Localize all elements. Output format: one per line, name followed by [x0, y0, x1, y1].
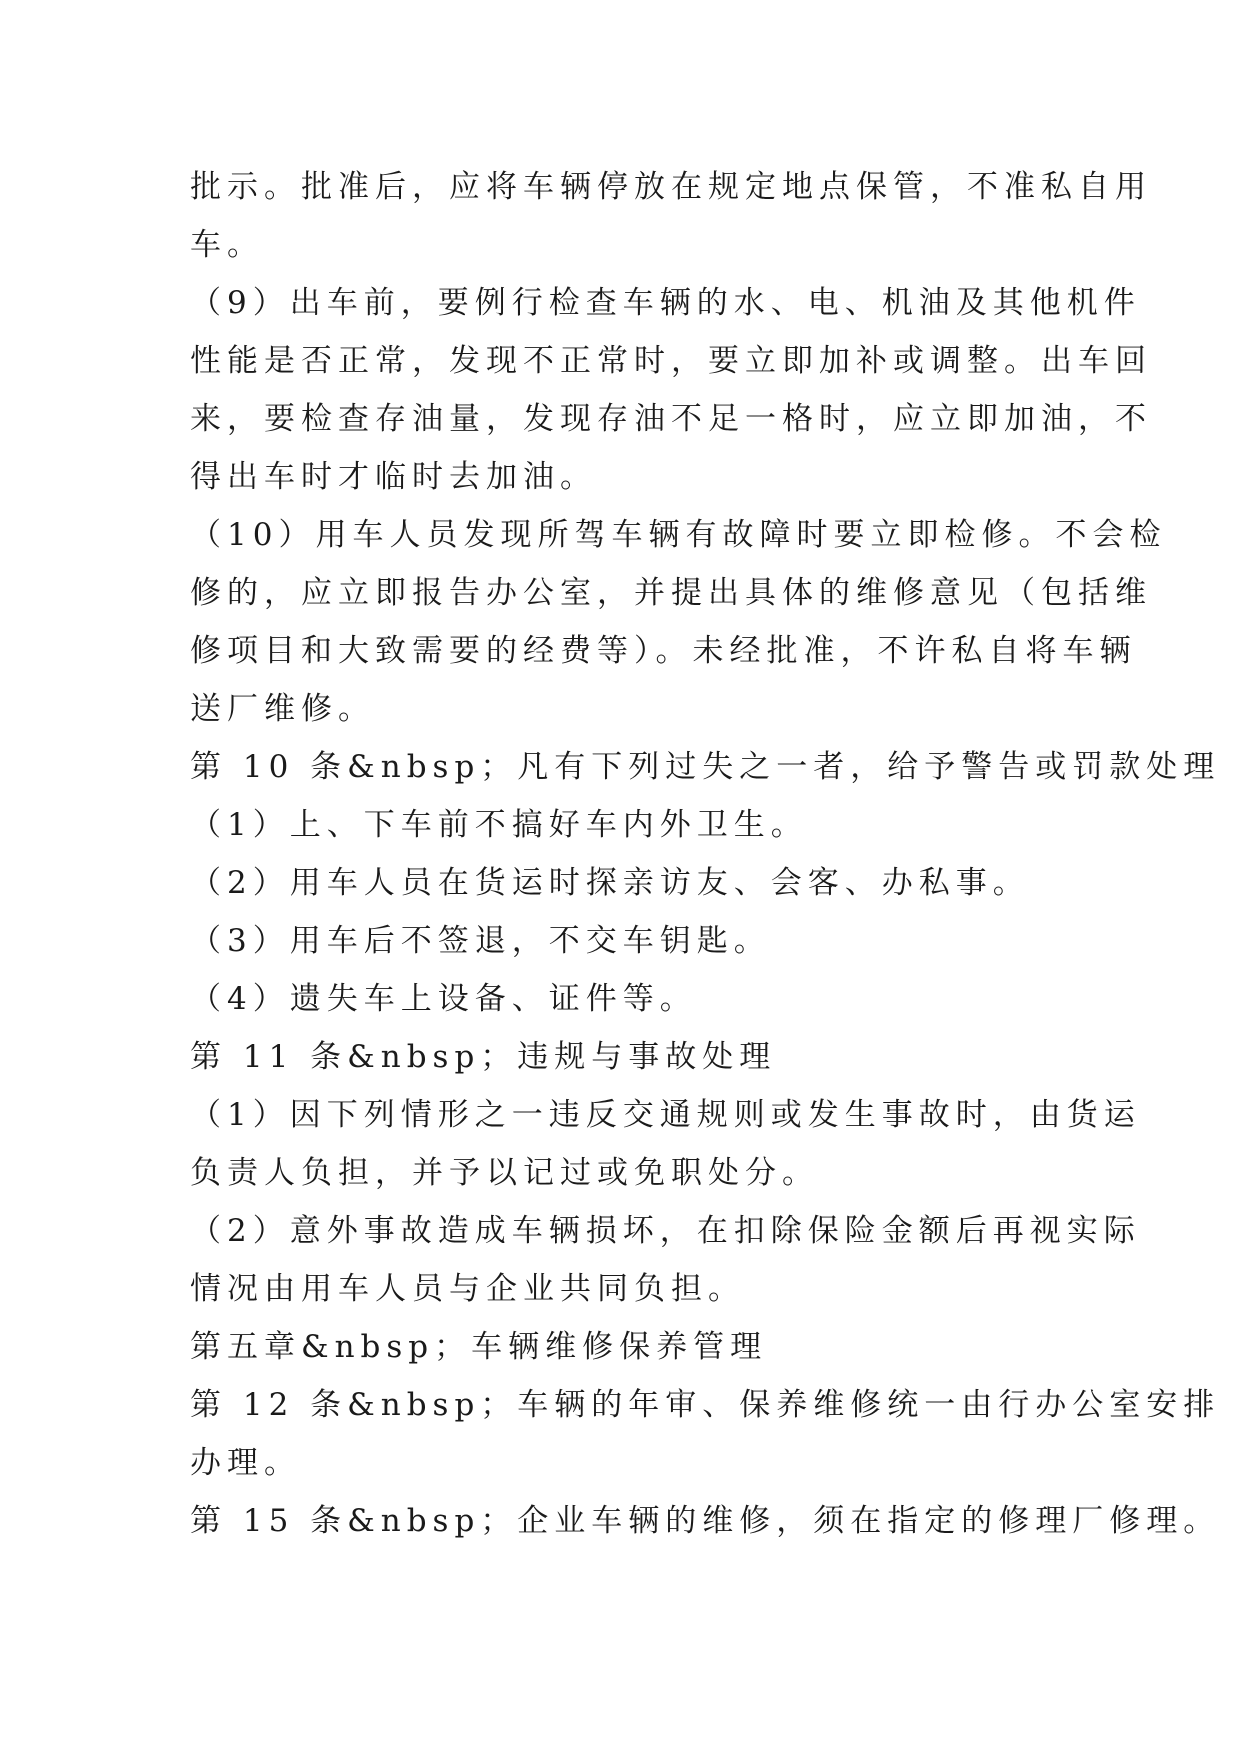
text-line: （9）出车前，要例行检查车辆的水、电、机油及其他机件 [190, 285, 1141, 321]
text-line: 性能是否正常，发现不正常时，要立即加补或调整。出车回 [190, 343, 1152, 379]
text-line: 车。 [190, 227, 264, 263]
text-line: 来，要检查存油量，发现存油不足一格时，应立即加油，不 [190, 401, 1152, 437]
text-line: 负责人负担，并予以记过或免职处分。 [190, 1155, 819, 1191]
text-line: （2）意外事故造成车辆损坏，在扣除保险金额后再视实际 [190, 1213, 1141, 1249]
text-line: （10）用车人员发现所驾车辆有故障时要立即检修。不会检 [190, 517, 1167, 553]
text-line: 情况由用车人员与企业共同负担。 [190, 1271, 745, 1307]
article-heading: 第 10 条&nbsp；凡有下列过失之一者，给予警告或罚款处理 [190, 749, 1221, 785]
article-heading: 第 15 条&nbsp；企业车辆的维修，须在指定的修理厂修理。 [190, 1503, 1221, 1539]
article-heading: 第 12 条&nbsp；车辆的年审、保养维修统一由行办公室安排 [190, 1387, 1221, 1423]
text-line: 修项目和大致需要的经费等）。未经批准，不许私自将车辆 [190, 633, 1137, 669]
text-line: 批示。批准后，应将车辆停放在规定地点保管，不准私自用 [190, 169, 1152, 205]
text-line: 得出车时才临时去加油。 [190, 459, 597, 495]
text-line: 办理。 [190, 1445, 301, 1481]
text-line: （3）用车后不签退，不交车钥匙。 [190, 923, 771, 959]
text-line: （1）因下列情形之一违反交通规则或发生事故时，由货运 [190, 1097, 1141, 1133]
chapter-heading: 第五章&nbsp；车辆维修保养管理 [190, 1329, 768, 1365]
text-line: （4）遗失车上设备、证件等。 [190, 981, 697, 1017]
document-body [190, 158, 1221, 1550]
article-heading: 第 11 条&nbsp；违规与事故处理 [190, 1039, 777, 1075]
text-line: 送厂维修。 [190, 691, 375, 727]
text-line: 修的，应立即报告办公室，并提出具体的维修意见（包括维 [190, 575, 1152, 611]
text-line: （1）上、下车前不搞好车内外卫生。 [190, 807, 808, 843]
text-line: （2）用车人员在货运时探亲访友、会客、办私事。 [190, 865, 1030, 901]
